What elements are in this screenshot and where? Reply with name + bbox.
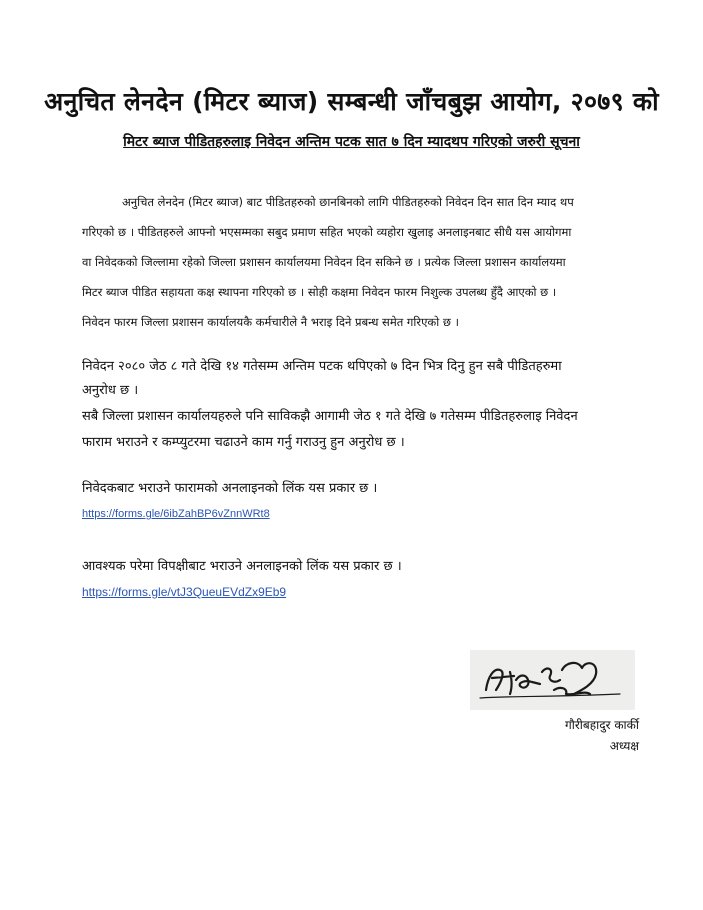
- signature-icon: [470, 650, 635, 710]
- paragraph-line: अनुचित लेनदेन (मिटर ब्याज) बाट पीडितहरुको छानबिनको लागि पीडितहरुको निवेदन दिन सात दिन म्याद थप: [122, 195, 574, 209]
- signature-image: [470, 650, 635, 710]
- notice-line: सबै जिल्ला प्रशासन कार्यालयहरुले पनि साविकझै आगामी जेठ १ गते देखि ७ गतेसम्म पीडितहरुलाइ निवेदन: [82, 409, 578, 424]
- respondent-form-link[interactable]: https://forms.gle/vtJ3QueuEVdZx9Eb9: [82, 585, 287, 599]
- notice-line: निवेदन २०८० जेठ ८ गते देखि १४ गतेसम्म अन्तिम पटक थपिएको ७ दिन भित्र दिनु हुन सबै पीडितहरुमा: [82, 359, 562, 374]
- paragraph-line: मिटर ब्याज पीडित सहायता कक्ष स्थापना गरिएको छ । सोही कक्षमा निवेदन फारम निशुल्क उपलब्ध हुँदै आएको छ ।: [82, 285, 557, 299]
- respondent-link-caption: आवश्यक परेमा विपक्षीबाट भराउने अनलाइनको लिंक यस प्रकार छ ।: [82, 559, 402, 574]
- signatory-name: गौरीबहादुर कार्की: [565, 718, 639, 732]
- paragraph-line: वा निवेदकको जिल्लामा रहेको जिल्ला प्रशासन कार्यालयमा निवेदन दिन सकिने छ । प्रत्येक जिल्ला प्रशासन कार्यालयमा: [82, 255, 566, 269]
- notice-title: अनुचित लेनदेन (मिटर ब्याज) सम्बन्धी जाँचबुझ आयोग, २०७९ को: [44, 87, 659, 116]
- notice-line: अनुरोध छ ।: [82, 383, 139, 398]
- applicant-link-caption: निवेदकबाट भराउने फारामको अनलाइनको लिंक यस प्रकार छ ।: [82, 481, 378, 496]
- paragraph-line: गरिएको छ । पीडितहरुले आफ्नो भएसम्मका सबुद प्रमाण सहित भएको व्यहोरा खुलाइ अनलाइनबाट सीधै यस आयोगमा: [82, 225, 572, 239]
- applicant-form-link[interactable]: https://forms.gle/6ibZahBP6vZnnWRt8: [82, 508, 270, 520]
- signatory-designation: अध्यक्ष: [609, 739, 639, 753]
- paragraph-line: निवेदन फारम जिल्ला प्रशासन कार्यालयकै कर्मचारीले नै भराइ दिने प्रबन्ध समेत गरिएको छ ।: [82, 315, 459, 329]
- notice-line: फाराम भराउने र कम्प्युटरमा चढाउने काम गर्नु गराउनु हुन अनुरोध छ ।: [82, 435, 405, 450]
- notice-subtitle: मिटर ब्याज पीडितहरुलाइ निवेदन अन्तिम पटक सात ७ दिन म्यादथप गरिएको जरुरी सूचना: [123, 134, 580, 150]
